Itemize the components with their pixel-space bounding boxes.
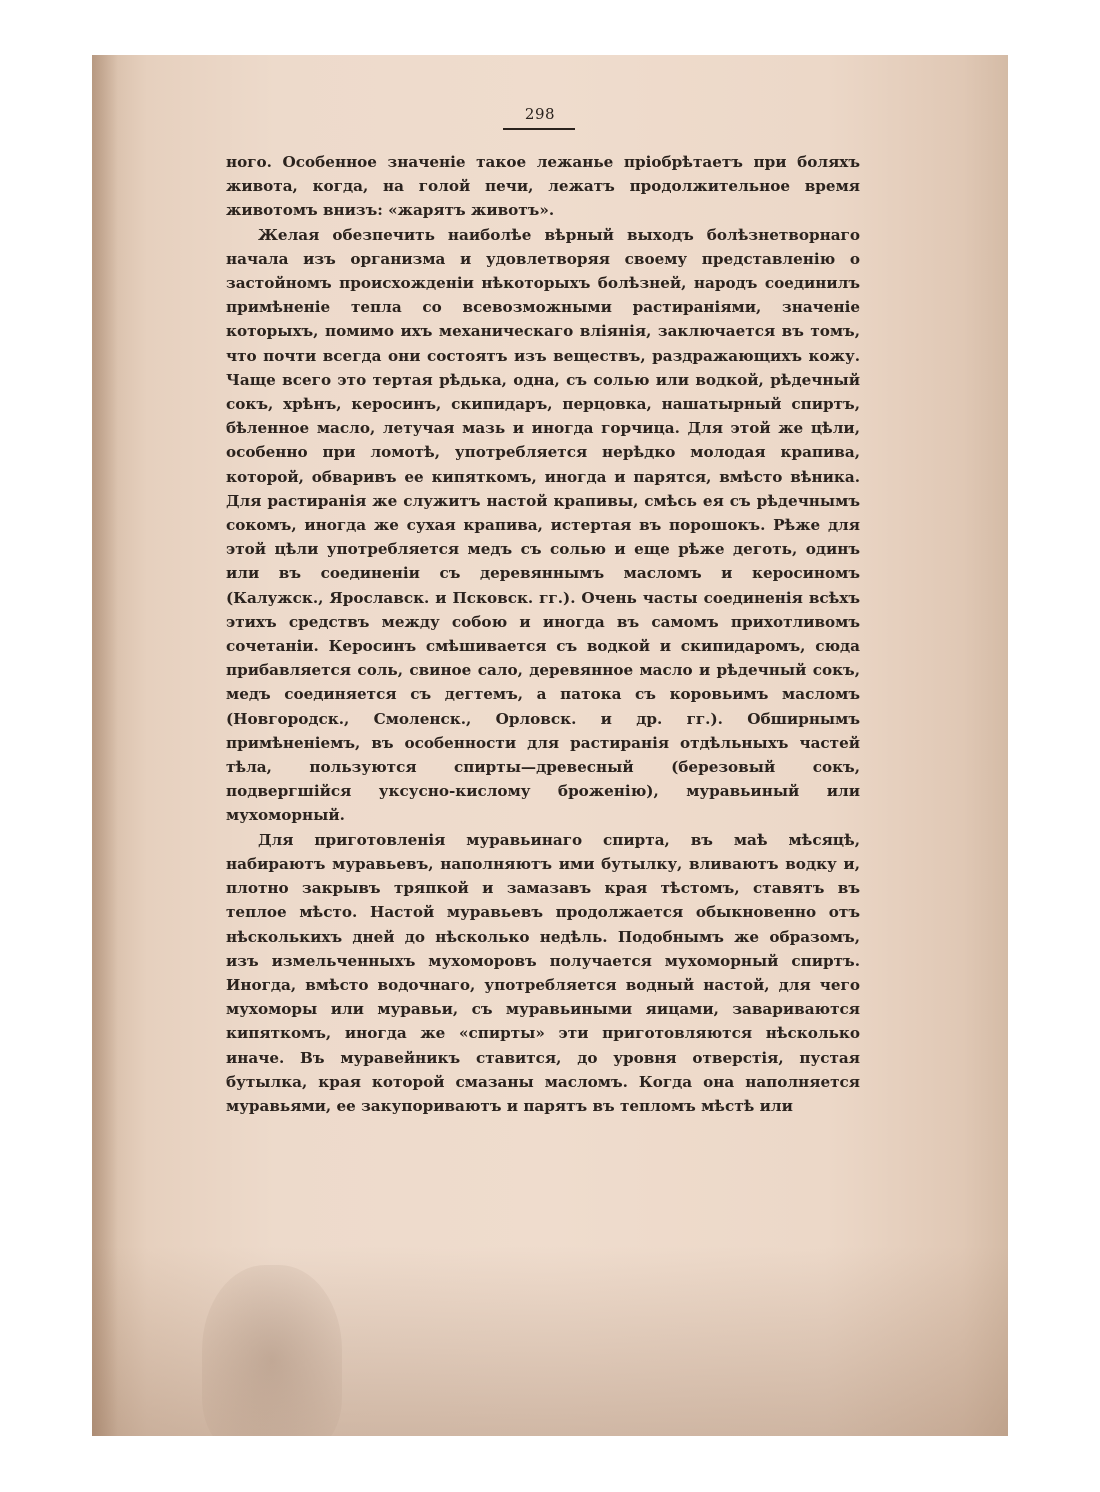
body-text	[226, 150, 860, 1118]
thumb-smudge	[202, 1265, 342, 1436]
paragraph-ant-spirit: Для приготовленiя муравьинаго спирта, въ маѣ мѣсяцѣ, набираютъ муравьевъ, наполняютъ ими бутылку, вливаютъ водку и, плотно закрывъ тряпкой и замазавъ края тѣстомъ, ставятъ въ теплое мѣсто. Настой муравьевъ продолжается обыкновенно отъ нѣсколькихъ дней до нѣсколько недѣль. Подобнымъ же образомъ, изъ измельченныхъ мухоморовъ получается мухоморный спиртъ. Иногда, вмѣсто водочнаго, употребляется водный настой, для чего мухоморы или муравьи, съ муравьиными яицами, завариваются кипяткомъ, иногда же «спирты» эти приготовляются нѣсколько иначе. Въ муравейникъ ставится, до уровня отверстiя, пустая бутылка, края которой смазаны масломъ. Когда она наполняется муравьями, ее закупориваютъ и парятъ въ тепломъ мѣстѣ или	[226, 830, 860, 1115]
page-number-rule	[503, 128, 575, 130]
paragraph-continuation: ного. Особенное значенie такое лежанье прiобрѣтаетъ при боляхъ живота, когда, на голой печи, лежатъ продолжительное время животомъ внизъ: «жарятъ животъ».	[226, 153, 860, 220]
paragraph-rubbing-remedies: Желая обезпечить наиболѣе вѣрный выходъ болѣзнетворнаго начала изъ организма и удовлетворяя своему представленiю о застойномъ происхожденiи нѣкоторыхъ болѣзней, народъ соединилъ примѣненiе тепла со всевозможными растиранiями, значенiе которыхъ, помимо ихъ механическаго влiянiя, заключается въ томъ, что почти всегда они состоятъ изъ веществъ, раздражающихъ кожу. Чаще всего это тертая рѣдька, одна, съ солью или водкой, рѣдечный сокъ, хрѣнъ, керосинъ, скипидаръ, перцовка, нашатырный спиртъ, бѣленное масло, летучая мазь и иногда горчица. Для этой же цѣли, особенно при ломотѣ, употребляется нерѣдко молодая крапива, которой, обваривъ ее кипяткомъ, иногда и парятся, вмѣсто вѣника. Для растиранiя же служитъ настой крапивы, смѣсь ея съ рѣдечнымъ сокомъ, иногда же сухая крапива, истертая въ порошокъ. Рѣже для этой цѣли употребляется медъ съ солью и еще рѣже деготь, одинъ или въ соединенiи съ деревяннымъ масломъ и керосиномъ (Калужск., Ярославск. и Псковск. гг.). Очень часты соединенiя всѣхъ этихъ средствъ между собою и иногда въ самомъ прихотливомъ сочетанiи. Керосинъ смѣшивается съ водкой и скипидаромъ, сюда прибавляется соль, свиное сало, деревянное масло и рѣдечный сокъ, медъ соединяется съ дегтемъ, а патока съ коровьимъ масломъ (Новгородск., Смоленск., Орловск. и др. гг.). Обширнымъ примѣненiемъ, въ особенности для растиранiя отдѣльныхъ частей тѣла, пользуются спирты—древесный (березовый сокъ, подвергшiйся уксусно-кислому броженiю), муравьиный или мухоморный.	[226, 225, 860, 825]
page-number: 298	[524, 105, 556, 123]
